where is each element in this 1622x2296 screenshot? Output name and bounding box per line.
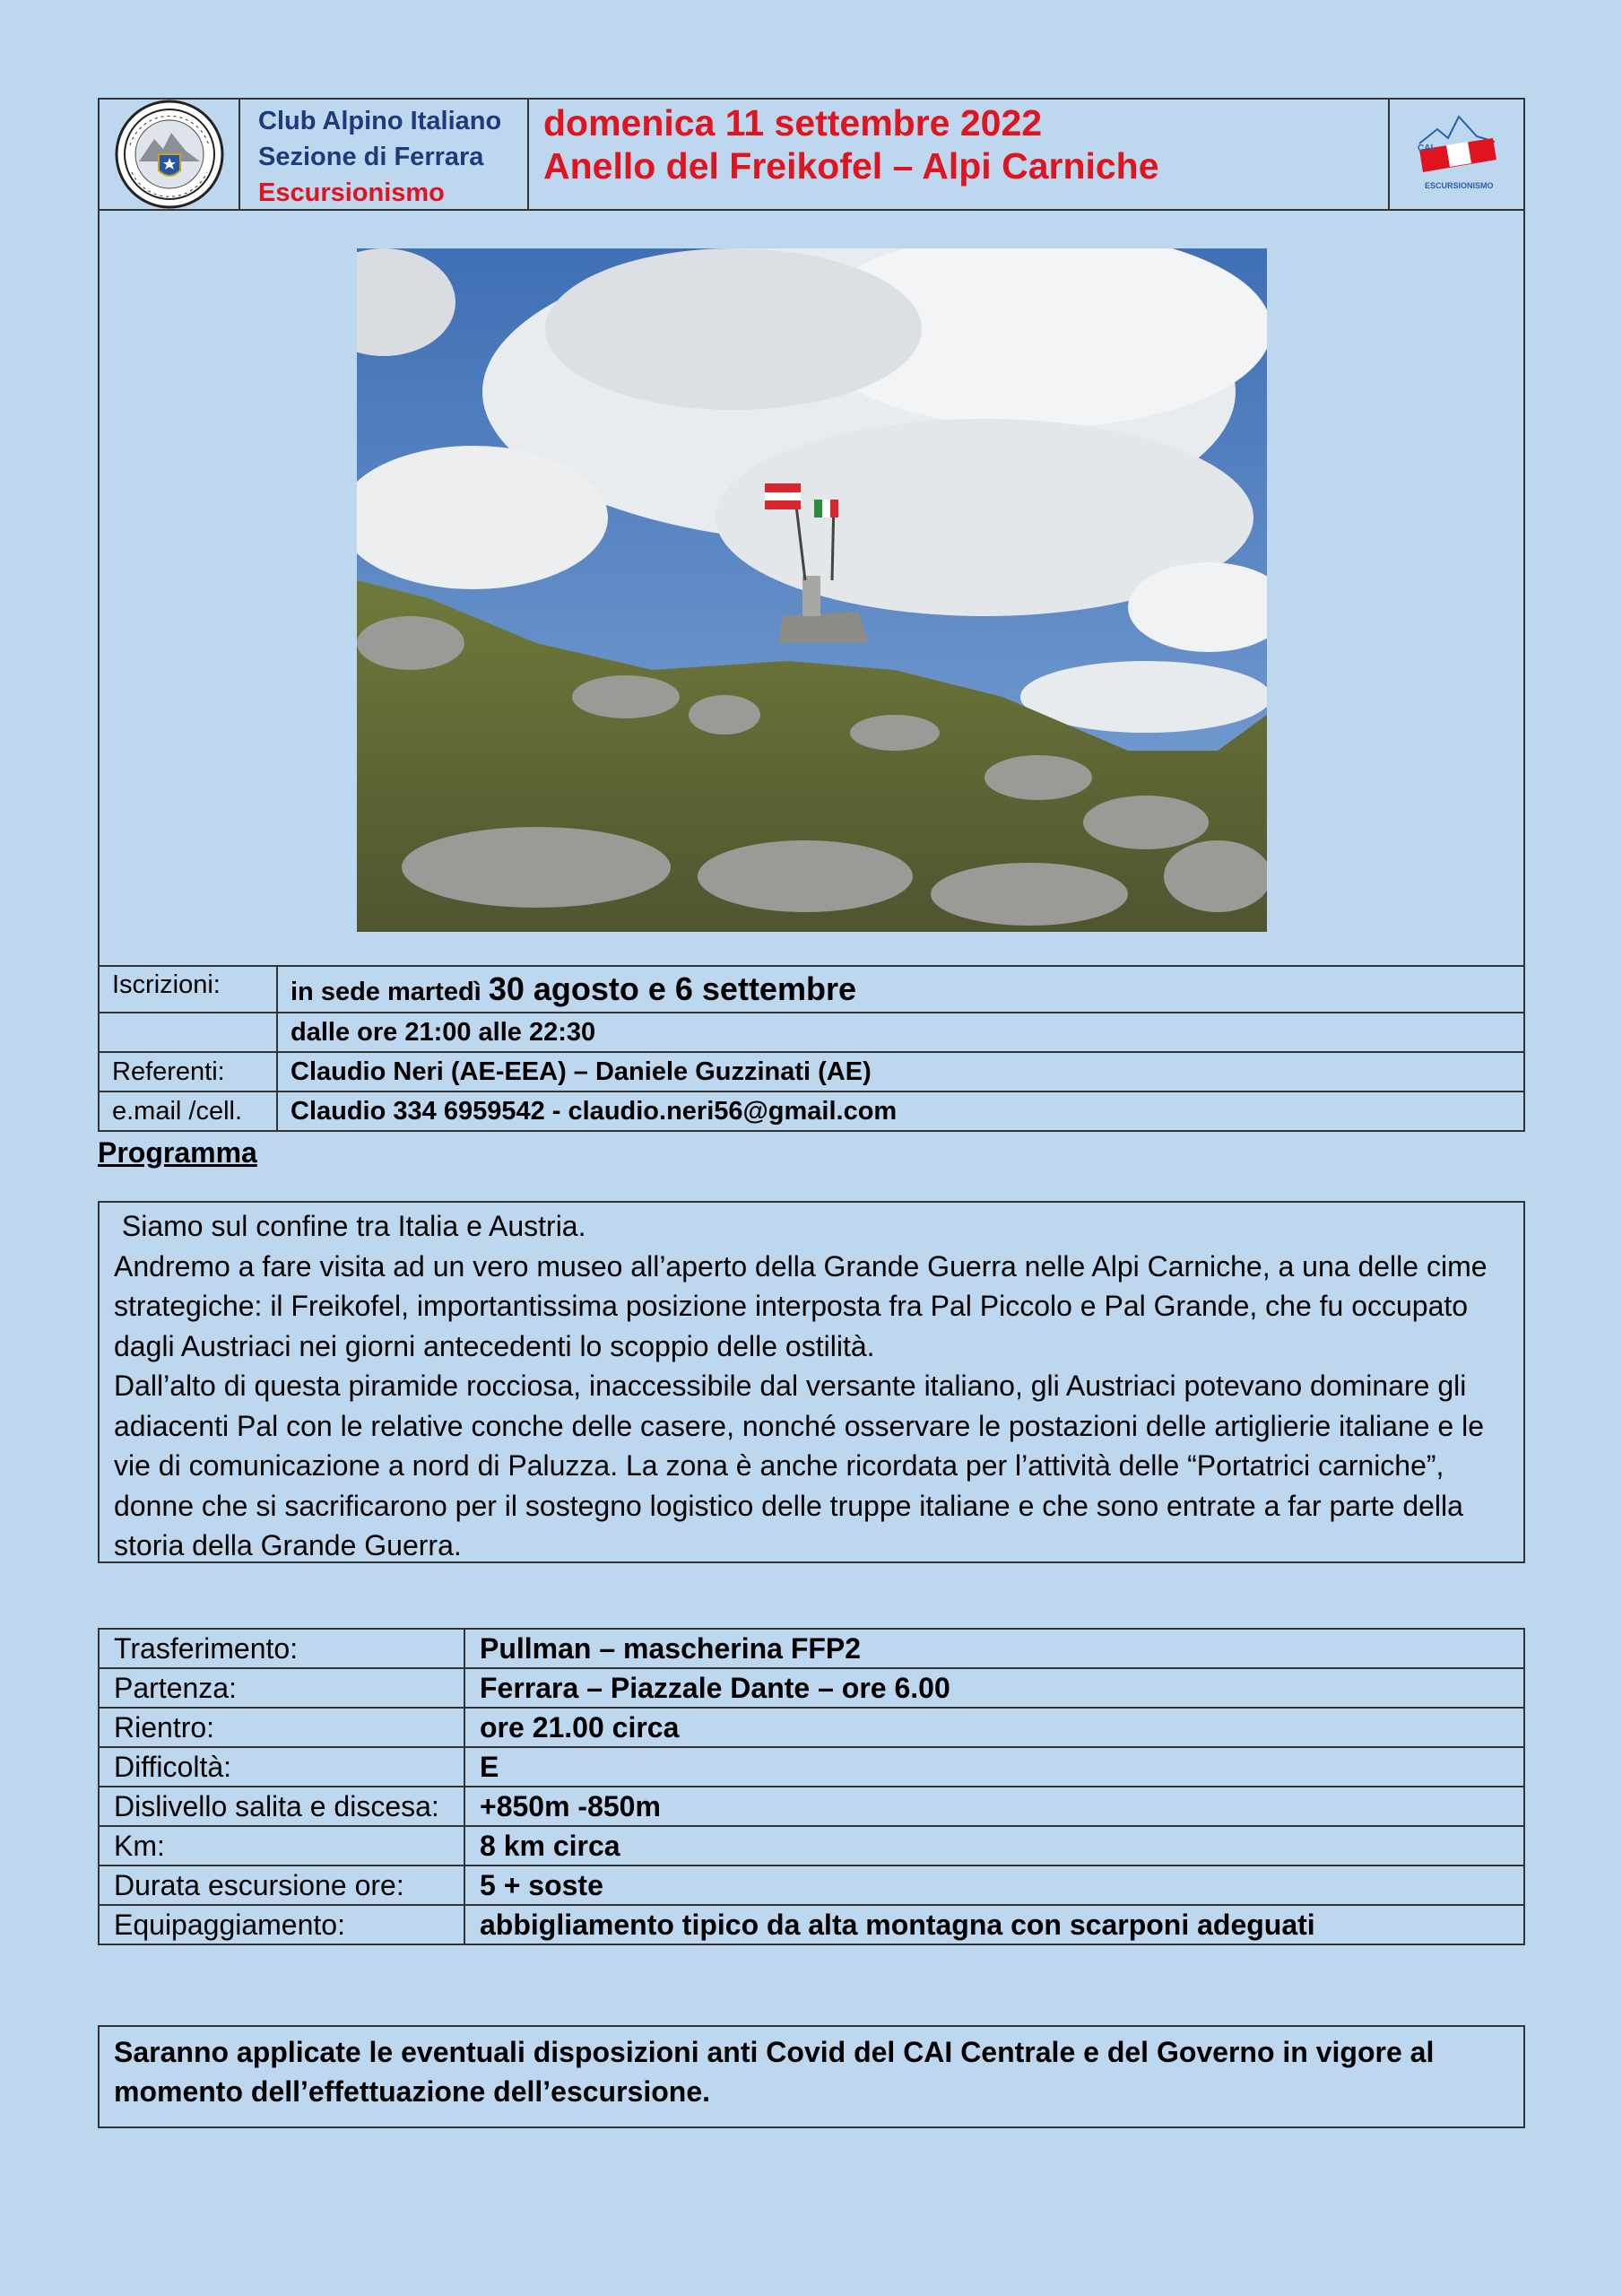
- detail-value: ore 21.00 circa: [464, 1708, 1524, 1747]
- programma-paragraph-1: Siamo sul confine tra Italia e Austria.: [114, 1210, 586, 1242]
- contatti-label: e.mail /cell.: [99, 1091, 277, 1131]
- table-row: [99, 1668, 1524, 1708]
- programma-text-box: [98, 1201, 1525, 1563]
- table-row: [99, 1091, 1524, 1131]
- cai-escursionismo-logo-icon: [1390, 100, 1523, 209]
- logo-cai-text: CAI: [1417, 144, 1433, 153]
- referenti-value: Claudio Neri (AE-EEA) – Daniele Guzzinati (AE): [277, 1052, 1524, 1091]
- detail-label: Rientro:: [99, 1708, 464, 1747]
- detail-label: Durata escursione ore:: [99, 1866, 464, 1905]
- header-bar: [98, 98, 1525, 211]
- table-row: [99, 1747, 1524, 1787]
- detail-value: Ferrara – Piazzale Dante – ore 6.00: [464, 1668, 1524, 1708]
- detail-value: 8 km circa: [464, 1826, 1524, 1866]
- detail-label: Difficoltà:: [99, 1747, 464, 1787]
- registration-table: [98, 965, 1525, 1132]
- org-section: Sezione di Ferrara: [258, 143, 484, 171]
- table-row: [99, 1787, 1524, 1826]
- detail-label: Partenza:: [99, 1668, 464, 1708]
- event-date: domenica 11 settembre 2022: [543, 102, 1043, 144]
- detail-value: E: [464, 1747, 1524, 1787]
- table-row: [99, 1052, 1524, 1091]
- org-name: Club Alpino Italiano: [258, 107, 502, 135]
- table-row: [99, 1013, 1524, 1052]
- table-row: [99, 966, 1524, 1013]
- event-name: Anello del Freikofel – Alpi Carniche: [543, 145, 1159, 187]
- table-row: [99, 1629, 1524, 1668]
- details-table: [98, 1628, 1525, 1945]
- detail-label: Dislivello salita e discesa:: [99, 1787, 464, 1826]
- detail-label: Equipaggiamento:: [99, 1905, 464, 1944]
- detail-value: abbigliamento tipico da alta montagna con scarponi adeguati: [464, 1905, 1524, 1944]
- org-activity: Escursionismo: [258, 178, 445, 207]
- detail-value: Pullman – mascherina FFP2: [464, 1629, 1524, 1668]
- iscrizioni-dates: 30 agosto e 6 settembre: [488, 970, 856, 1007]
- covid-notice: Saranno applicate le eventuali disposizioni anti Covid del CAI Centrale e del Governo in vigore al momento dell’effettuazione dell’escursione.: [98, 2025, 1525, 2128]
- organization-block: [240, 100, 529, 209]
- table-row: [99, 1826, 1524, 1866]
- logo-escursionismo-text: ESCURSIONISMO: [1424, 181, 1494, 190]
- detail-label: Km:: [99, 1826, 464, 1866]
- iscrizioni-label: Iscrizioni:: [99, 966, 277, 1013]
- referenti-label: Referenti:: [99, 1052, 277, 1091]
- empty-label: [99, 1013, 277, 1052]
- mountain-summit-flags-photo: [357, 248, 1267, 932]
- table-row: [99, 1905, 1524, 1944]
- cai-ferrara-seal-icon: [100, 100, 240, 209]
- contatti-value: Claudio 334 6959542 - claudio.neri56@gmail.com: [277, 1091, 1524, 1131]
- detail-value: 5 + soste: [464, 1866, 1524, 1905]
- event-title-block: [529, 100, 1390, 209]
- programma-paragraph-3: Dall’alto di questa piramide rocciosa, inaccessibile dal versante italiano, gli Austriaci potevano dominare gli adiacenti Pal con le relative conche delle casere, nonché osservare le postazioni delle artiglierie italiane e le vie di comunicazione a nord di Paluzza. La zona è anche ricordata per l’attività delle “Portatrici carniche”, donne che si sacrificarono per il sostegno logistico delle truppe italiane e che sono entrate a far parte della storia della Grande Guerra.: [114, 1370, 1485, 1561]
- programma-paragraph-2: Andremo a fare visita ad un vero museo all’aperto della Grande Guerra nelle Alpi Carniche, a una delle cime strategiche: il Freikofel, importantissima posizione interposta fra Pal Piccolo e Pal Grande, che fu occupato dagli Austriaci nei giorni antecedenti lo scoppio delle ostilità.: [114, 1249, 1488, 1362]
- detail-label: Trasferimento:: [99, 1629, 464, 1668]
- orario-value: dalle ore 21:00 alle 22:30: [277, 1013, 1524, 1052]
- detail-value: +850m -850m: [464, 1787, 1524, 1826]
- table-row: [99, 1866, 1524, 1905]
- photo-frame: [98, 209, 1525, 967]
- iscrizioni-value: [277, 966, 1524, 1013]
- table-row: [99, 1708, 1524, 1747]
- iscrizioni-prefix: in sede martedì: [291, 978, 489, 1006]
- programma-heading: Programma: [98, 1136, 257, 1169]
